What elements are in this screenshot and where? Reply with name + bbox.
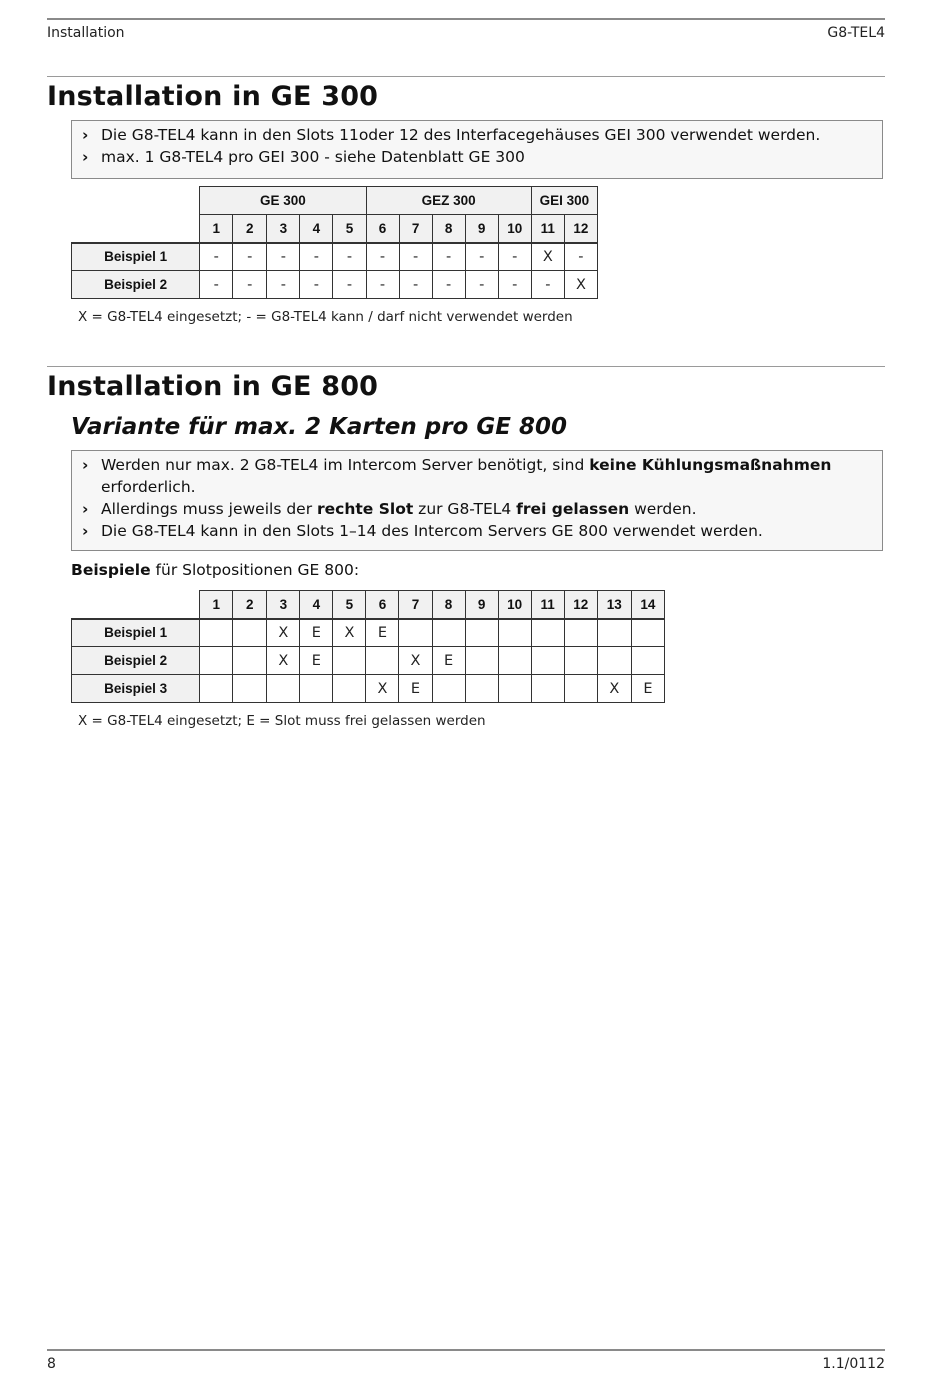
- slot-cell: [564, 675, 597, 703]
- note-text: Allerdings muss jeweils der: [101, 500, 318, 518]
- row-label: Beispiel 2: [72, 647, 200, 675]
- section1-title: Installation in GE 300: [47, 81, 379, 112]
- section2-title: Installation in GE 800: [47, 371, 379, 402]
- table-row: [72, 243, 598, 271]
- slot-cell: -: [432, 243, 465, 271]
- slot-header: 10: [498, 591, 531, 619]
- examples-intro-text: für Slotpositionen GE 800:: [150, 561, 360, 579]
- section1-rule: [47, 76, 885, 77]
- slot-cell: -: [300, 243, 333, 271]
- slot-cell: X: [531, 243, 564, 271]
- slot-cell: -: [498, 243, 531, 271]
- slot-cell: E: [300, 647, 333, 675]
- slot-header: 5: [333, 591, 366, 619]
- slot-cell: E: [432, 647, 465, 675]
- slot-cell: [200, 619, 233, 647]
- table-header-row: [72, 591, 665, 619]
- slot-cell: [597, 619, 631, 647]
- group-header: GE 300: [200, 187, 366, 215]
- note-emphasis: frei gelassen: [516, 500, 630, 518]
- slot-header: 1: [200, 215, 233, 243]
- slot-cell: [366, 647, 399, 675]
- header-rule: [47, 18, 885, 20]
- slot-cell: X: [597, 675, 631, 703]
- table-corner: [72, 591, 200, 619]
- section2-legend: X = G8-TEL4 eingesetzt; E = Slot muss frei gelassen werden: [78, 713, 486, 729]
- slot-header: 6: [366, 215, 399, 243]
- slot-header: 9: [465, 591, 498, 619]
- note-emphasis: rechte Slot: [317, 500, 414, 518]
- slot-cell: -: [233, 243, 267, 271]
- slot-cell: [333, 675, 366, 703]
- slot-cell: E: [300, 619, 333, 647]
- examples-intro: [71, 561, 359, 579]
- note-emphasis: keine Kühlungsmaßnahmen: [589, 456, 832, 474]
- table-row: [72, 647, 665, 675]
- slot-cell: -: [333, 271, 366, 299]
- slot-cell: [267, 675, 300, 703]
- slot-cell: [631, 647, 664, 675]
- chevron-right-icon: ›: [82, 148, 89, 166]
- slot-header: 8: [432, 591, 465, 619]
- row-label: Beispiel 1: [72, 619, 200, 647]
- note-item: [82, 454, 872, 498]
- chevron-right-icon: ›: [82, 456, 89, 474]
- table-corner: [72, 215, 200, 243]
- document-version: 1.1/0112: [822, 1356, 885, 1372]
- slot-cell: E: [399, 675, 432, 703]
- slot-cell: [498, 675, 531, 703]
- page-number: 8: [47, 1356, 56, 1372]
- slot-cell: -: [333, 243, 366, 271]
- slot-cell: [498, 619, 531, 647]
- slot-cell: X: [267, 619, 300, 647]
- note-item: [82, 124, 872, 146]
- section2-rule: [47, 366, 885, 367]
- slot-cell: [233, 647, 267, 675]
- slot-cell: -: [399, 271, 432, 299]
- slot-header: 5: [333, 215, 366, 243]
- note-text: zur G8-TEL4: [413, 500, 517, 518]
- slot-header: 11: [531, 591, 564, 619]
- chevron-right-icon: ›: [82, 522, 89, 540]
- slot-cell: [531, 619, 564, 647]
- table-row: [72, 675, 665, 703]
- slot-cell: [399, 619, 432, 647]
- slot-header: 14: [631, 591, 664, 619]
- slot-header: 7: [399, 215, 432, 243]
- slot-header: 3: [267, 215, 300, 243]
- note-text: max. 1 G8-TEL4 pro GEI 300 - siehe Datenblatt GE 300: [101, 148, 525, 166]
- row-label: Beispiel 2: [72, 271, 200, 299]
- note-item: [82, 498, 872, 520]
- group-header: GEZ 300: [366, 187, 531, 215]
- slot-header: 10: [498, 215, 531, 243]
- group-header: GEI 300: [531, 187, 597, 215]
- slot-cell: -: [267, 243, 300, 271]
- note-text: Werden nur max. 2 G8-TEL4 im Intercom Server benötigt, sind: [101, 456, 590, 474]
- row-label: Beispiel 3: [72, 675, 200, 703]
- slot-cell: -: [498, 271, 531, 299]
- slot-cell: E: [631, 675, 664, 703]
- slot-cell: [531, 647, 564, 675]
- slot-header: 13: [597, 591, 631, 619]
- table-header-row: [72, 187, 598, 215]
- slot-header: 2: [233, 591, 267, 619]
- slot-cell: X: [267, 647, 300, 675]
- slot-header: 4: [300, 591, 333, 619]
- slot-cell: [564, 647, 597, 675]
- slot-header: 8: [432, 215, 465, 243]
- slot-cell: -: [366, 243, 399, 271]
- slot-cell: [631, 619, 664, 647]
- ge300-slot-table: [71, 186, 598, 299]
- slot-cell: -: [200, 243, 233, 271]
- slot-header: 12: [564, 591, 597, 619]
- slot-header: 6: [366, 591, 399, 619]
- slot-cell: [200, 647, 233, 675]
- slot-cell: -: [200, 271, 233, 299]
- slot-cell: [300, 675, 333, 703]
- slot-cell: [200, 675, 233, 703]
- section2-note-box: [71, 450, 883, 551]
- slot-cell: [233, 619, 267, 647]
- section2-subtitle: Variante für max. 2 Karten pro GE 800: [71, 414, 567, 440]
- slot-cell: E: [366, 619, 399, 647]
- note-text: erforderlich.: [101, 478, 196, 496]
- slot-cell: -: [399, 243, 432, 271]
- table-row: [72, 271, 598, 299]
- slot-cell: -: [366, 271, 399, 299]
- slot-cell: [498, 647, 531, 675]
- slot-header: 9: [465, 215, 498, 243]
- slot-cell: [432, 675, 465, 703]
- note-text: Die G8-TEL4 kann in den Slots 1–14 des Intercom Servers GE 800 verwendet werden.: [101, 522, 763, 540]
- header-left: Installation: [47, 25, 125, 41]
- slot-cell: [597, 647, 631, 675]
- slot-cell: -: [300, 271, 333, 299]
- table-header-row: [72, 215, 598, 243]
- slot-header: 12: [564, 215, 597, 243]
- header-right: G8-TEL4: [827, 25, 885, 41]
- slot-cell: [465, 675, 498, 703]
- slot-cell: -: [267, 271, 300, 299]
- chevron-right-icon: ›: [82, 126, 89, 144]
- slot-cell: X: [399, 647, 432, 675]
- slot-cell: -: [233, 271, 267, 299]
- slot-cell: -: [465, 271, 498, 299]
- ge800-slot-table: [71, 590, 665, 703]
- examples-intro-bold: Beispiele: [71, 561, 151, 579]
- note-item: [82, 146, 872, 168]
- section1-note-box: [71, 120, 883, 179]
- slot-header: 1: [200, 591, 233, 619]
- row-label: Beispiel 1: [72, 243, 200, 271]
- table-row: [72, 619, 665, 647]
- note-text: werden.: [629, 500, 697, 518]
- slot-cell: [531, 675, 564, 703]
- slot-cell: X: [333, 619, 366, 647]
- chevron-right-icon: ›: [82, 500, 89, 518]
- slot-cell: [465, 619, 498, 647]
- table-corner: [72, 187, 200, 215]
- section1-legend: X = G8-TEL4 eingesetzt; - = G8-TEL4 kann / darf nicht verwendet werden: [78, 309, 573, 325]
- note-item: [82, 520, 872, 542]
- slot-cell: [465, 647, 498, 675]
- slot-header: 11: [531, 215, 564, 243]
- slot-cell: -: [432, 271, 465, 299]
- slot-header: 3: [267, 591, 300, 619]
- slot-cell: [432, 619, 465, 647]
- slot-header: 4: [300, 215, 333, 243]
- slot-cell: -: [465, 243, 498, 271]
- slot-header: 7: [399, 591, 432, 619]
- slot-cell: [564, 619, 597, 647]
- slot-header: 2: [233, 215, 267, 243]
- slot-cell: X: [564, 271, 597, 299]
- slot-cell: X: [366, 675, 399, 703]
- slot-cell: -: [531, 271, 564, 299]
- slot-cell: [233, 675, 267, 703]
- footer-rule: [47, 1349, 885, 1351]
- slot-cell: -: [564, 243, 597, 271]
- slot-cell: [333, 647, 366, 675]
- note-text: Die G8-TEL4 kann in den Slots 11oder 12 des Interfacegehäuses GEI 300 verwendet werden.: [101, 126, 821, 144]
